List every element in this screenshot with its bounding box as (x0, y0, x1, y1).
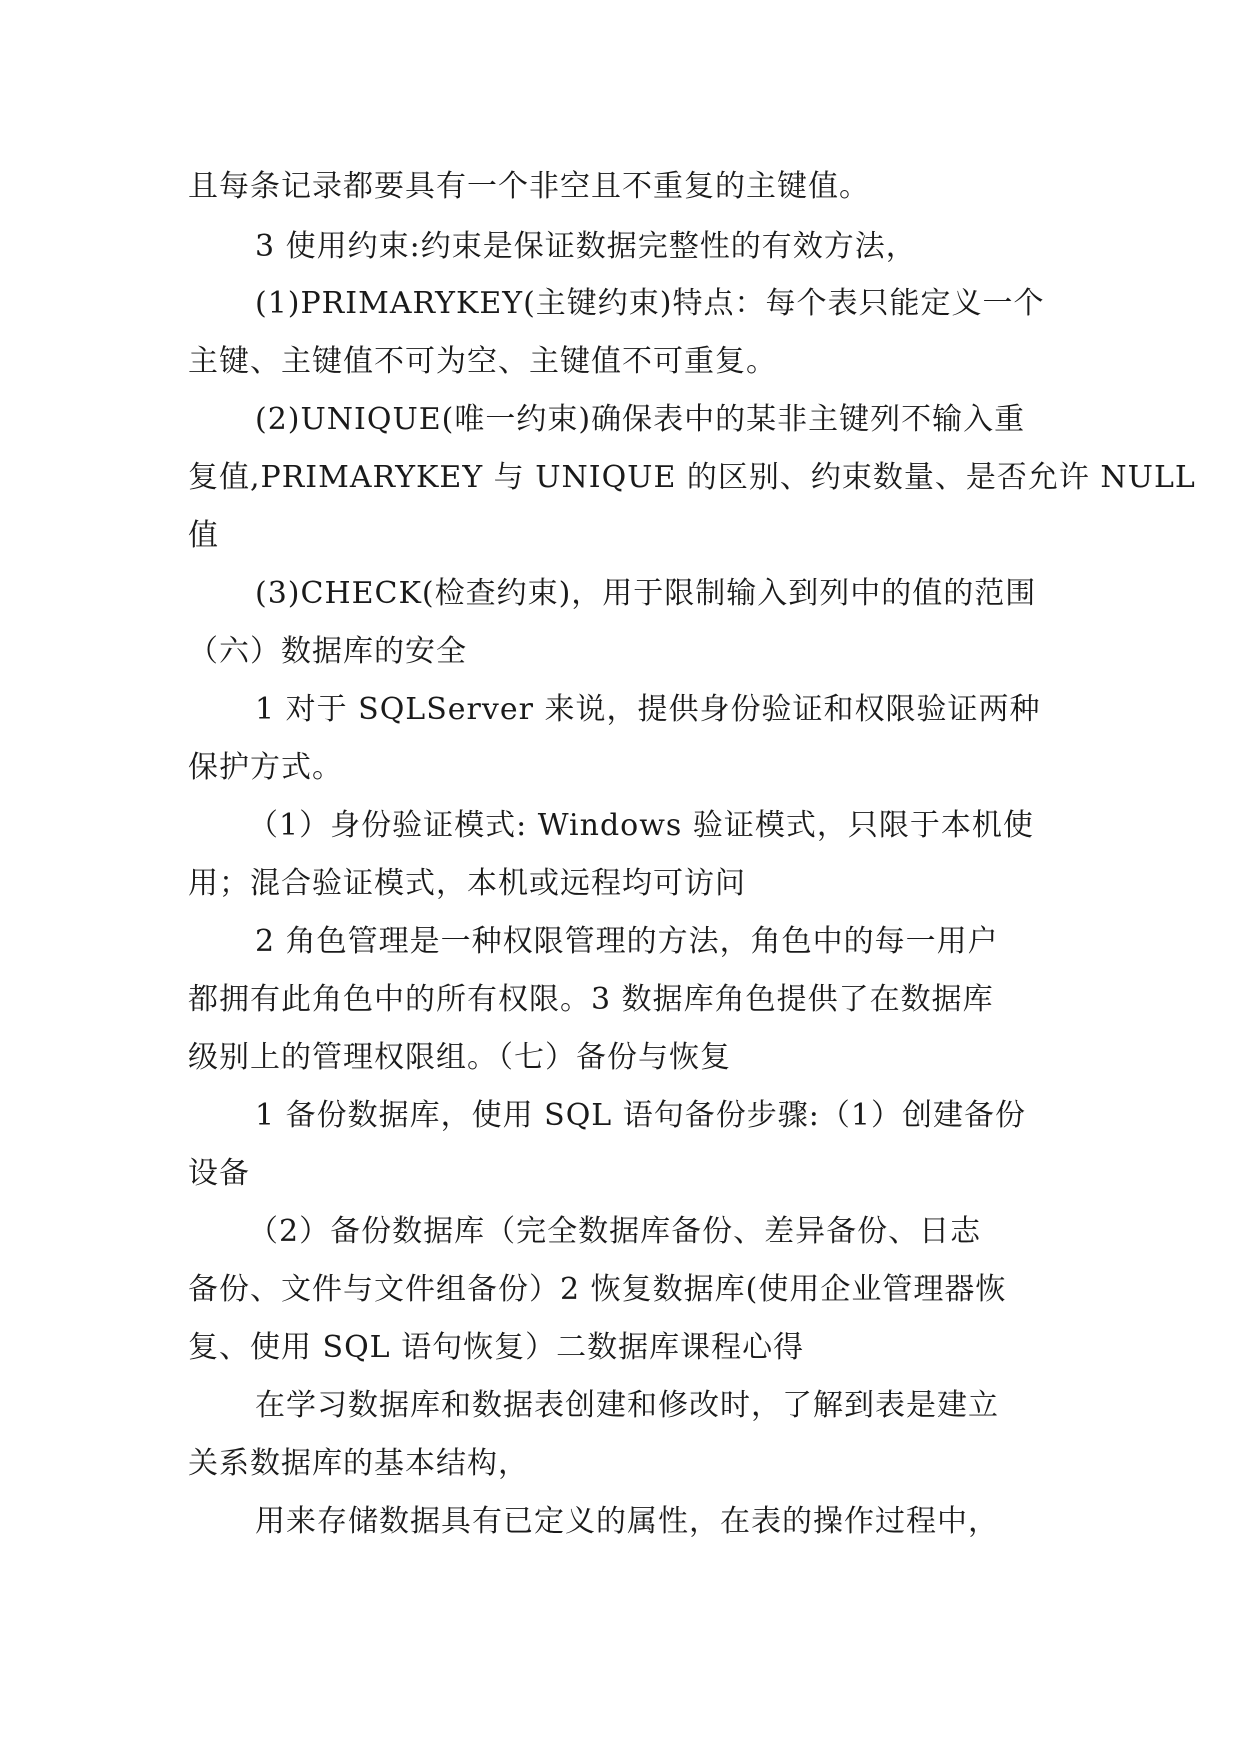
text-line: (2)UNIQUE(唯一约束)确保表中的某非主键列不输入重 (255, 402, 1026, 437)
text-line: 3 使用约束:约束是保证数据完整性的有效方法， (255, 229, 917, 264)
text-line: 保护方式。 (188, 750, 343, 785)
text-line: 复、使用 SQL 语句恢复）二数据库课程心得 (188, 1330, 805, 1365)
text-line: 1 对于 SQLServer 来说，提供身份验证和权限验证两种 (255, 692, 1041, 727)
text-line: 在学习数据库和数据表创建和修改时，了解到表是建立 (255, 1388, 999, 1423)
text-line: 备份、文件与文件组备份）2 恢复数据库(使用企业管理器恢 (188, 1272, 1007, 1307)
text-line: 关系数据库的基本结构， (188, 1446, 529, 1481)
text-line: 主键、主键值不可为空、主键值不可重复。 (188, 344, 777, 379)
text-line: （1）身份验证模式: Windows 验证模式，只限于本机使 (248, 808, 1034, 843)
text-line: （2）备份数据库（完全数据库备份、差异备份、日志 (248, 1214, 982, 1249)
text-line: 1 备份数据库，使用 SQL 语句备份步骤:（1）创建备份 (255, 1098, 1026, 1133)
text-line: 复值,PRIMARYKEY 与 UNIQUE 的区别、约束数量、是否允许 NULL (188, 460, 1196, 495)
text-line: (3)CHECK(检查约束)，用于限制输入到列中的值的范围 (255, 576, 1037, 611)
text-line: 都拥有此角色中的所有权限。3 数据库角色提供了在数据库 (188, 982, 994, 1017)
section-heading: （六）数据库的安全 (188, 634, 467, 669)
text-line: 用；混合验证模式，本机或远程均可访问 (188, 866, 746, 901)
text-line: 设备 (188, 1156, 250, 1191)
text-line: (1)PRIMARYKEY(主键约束)特点：每个表只能定义一个 (255, 286, 1045, 321)
text-line: 级别上的管理权限组。（七）备份与恢复 (188, 1040, 731, 1075)
text-line: 值 (188, 518, 219, 553)
text-line: 2 角色管理是一种权限管理的方法，角色中的每一用户 (255, 924, 999, 959)
text-line: 用来存储数据具有已定义的属性，在表的操作过程中， (255, 1504, 999, 1539)
text-line: 且每条记录都要具有一个非空且不重复的主键值。 (188, 169, 870, 204)
